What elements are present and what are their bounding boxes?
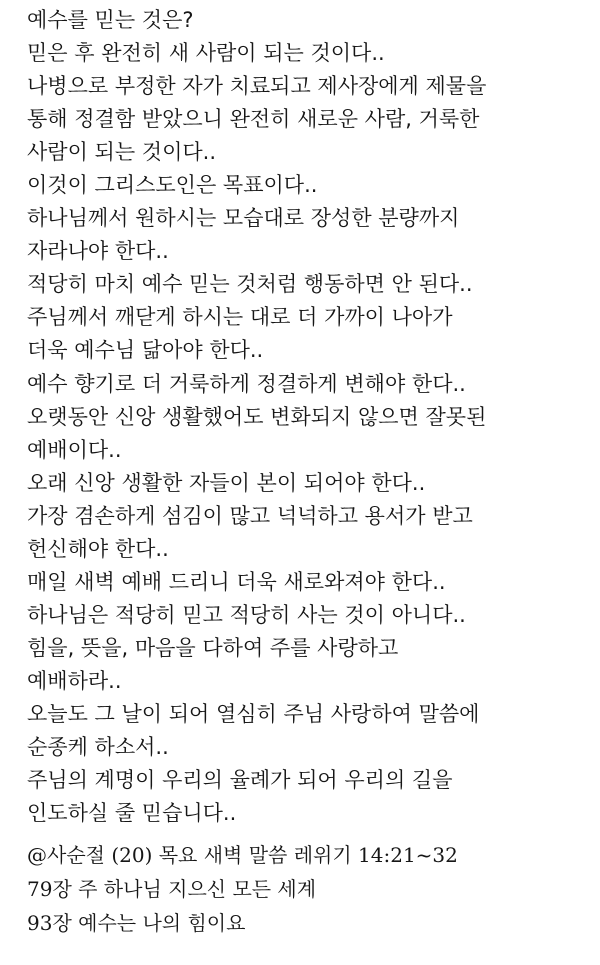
text-line: 오늘도 그 날이 되어 열심히 주님 사랑하여 말씀에 [27, 701, 480, 726]
text-line: 헌신해야 한다.. [27, 536, 169, 561]
text-line: 인도하실 줄 믿습니다.. [27, 801, 237, 826]
text-line: 주님께서 깨닫게 하시는 대로 더 가까이 나아가 [27, 305, 453, 330]
text-line: 예수 향기로 더 거룩하게 정결하게 변해야 한다.. [27, 371, 466, 396]
devotional-text [27, 4, 592, 830]
text-line: 자라나야 한다.. [27, 239, 169, 264]
text-line: 사람이 되는 것이다.. [27, 140, 216, 165]
text-line: 믿은 후 완전히 새 사람이 되는 것이다.. [27, 41, 385, 66]
hymn-reference: 93장 예수는 나의 힘이요 [27, 911, 246, 935]
text-line: 매일 새벽 예배 드리니 더욱 새로와져야 한다.. [27, 569, 446, 594]
text-line: 하나님께서 원하시는 모습대로 장성한 분량까지 [27, 206, 460, 231]
hymn-reference: 79장 주 하나님 지으신 모든 세계 [27, 877, 317, 901]
sermon-reference: @사순절 (20) 목요 새벽 말씀 레위기 14:21~32 [27, 843, 458, 867]
text-line: 순종케 하소서.. [27, 735, 169, 760]
text-line: 나병으로 부정한 자가 치료되고 제사장에게 제물을 [27, 74, 487, 99]
text-line: 적당히 마치 예수 믿는 것처럼 행동하면 안 된다.. [27, 272, 473, 297]
text-line: 더욱 예수님 닮아야 한다.. [27, 338, 264, 363]
text-line: 오랫동안 신앙 생활했어도 변화되지 않으면 잘못된 [27, 404, 487, 429]
text-line: 예수를 믿는 것은? [27, 8, 194, 32]
text-line: 오래 신앙 생활한 자들이 본이 되어야 한다.. [27, 470, 426, 495]
text-line: 이것이 그리스도인은 목표이다.. [27, 173, 318, 198]
text-line: 예배이다.. [27, 437, 122, 462]
text-line: 예배하라.. [27, 668, 122, 693]
text-line: 주님의 계명이 우리의 율례가 되어 우리의 길을 [27, 768, 453, 793]
text-line: 하나님은 적당히 믿고 적당히 사는 것이 아니다.. [27, 602, 466, 627]
text-line: 통해 정결함 받았으니 완전히 새로운 사람, 거룩한 [27, 107, 480, 132]
footer-notes [27, 838, 592, 940]
text-line: 가장 겸손하게 섬김이 많고 넉넉하고 용서가 받고 [27, 503, 473, 528]
text-line: 힘을, 뜻을, 마음을 다하여 주를 사랑하고 [27, 635, 399, 660]
